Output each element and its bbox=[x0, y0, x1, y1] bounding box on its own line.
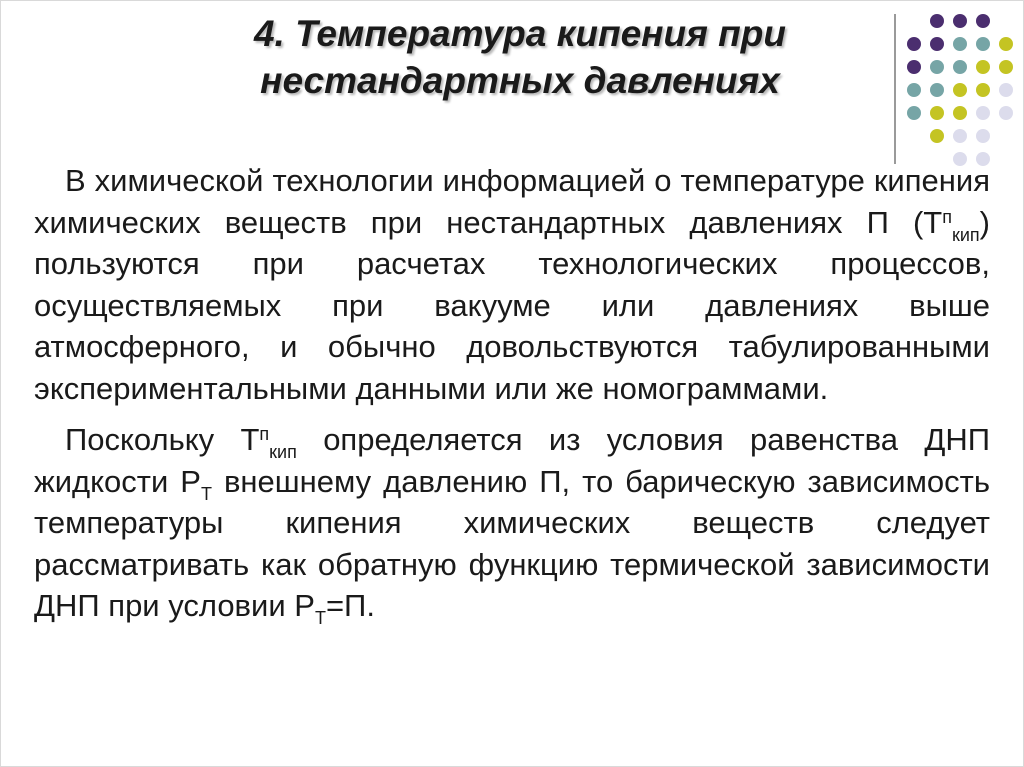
decorative-dot bbox=[930, 106, 944, 120]
decorative-dot bbox=[953, 83, 967, 97]
decorative-dot bbox=[953, 14, 967, 28]
paragraph-2-text: Поскольку Т bbox=[65, 422, 260, 457]
decorative-dot bbox=[930, 14, 944, 28]
decorative-dot bbox=[907, 37, 921, 51]
decorative-dot bbox=[976, 129, 990, 143]
decorative-dot bbox=[976, 106, 990, 120]
subscript-t: Т bbox=[314, 608, 326, 628]
decorative-dot bbox=[976, 37, 990, 51]
paragraph-1-text-cont: ) пользуются при расчетах технологических процессов, осуществляемых при вакууме или давлениях выше атмосферного, и обычно довольствуются табулированными экспериментальными данными или же номограммами. bbox=[34, 204, 990, 406]
decorative-dot bbox=[953, 129, 967, 143]
superscript-p: п bbox=[942, 206, 952, 227]
paragraph-1-text: В химической технологии информацией о температуре кипения химических веществ при нестандартных давлениях П (Т bbox=[34, 163, 990, 240]
decorative-dot bbox=[999, 106, 1013, 120]
decorative-dot bbox=[930, 37, 944, 51]
subscript-kip: кип bbox=[951, 224, 980, 245]
decorative-divider bbox=[894, 14, 896, 164]
decorative-dot bbox=[999, 83, 1013, 97]
paragraph-2 bbox=[34, 419, 990, 627]
decorative-dot bbox=[976, 83, 990, 97]
decorative-dot bbox=[907, 83, 921, 97]
decorative-dot bbox=[976, 60, 990, 74]
title-line-2: нестандартных давлениях bbox=[260, 60, 780, 101]
decorative-dot bbox=[930, 60, 944, 74]
decorative-dot bbox=[907, 106, 921, 120]
paragraph-2-text-cont: определяется из условия равенства ДНП жидкости Р bbox=[34, 422, 990, 499]
title-line-1: 4. Температура кипения при bbox=[253, 13, 786, 54]
subscript-kip: кип bbox=[269, 442, 297, 462]
superscript-p: п bbox=[259, 424, 270, 444]
decorative-dot bbox=[907, 60, 921, 74]
slide-title bbox=[160, 10, 880, 104]
decorative-dot bbox=[953, 60, 967, 74]
decorative-dot bbox=[999, 60, 1013, 74]
decorative-dot bbox=[930, 83, 944, 97]
paragraph-2-text-end: =П. bbox=[325, 588, 375, 623]
decorative-dot bbox=[953, 37, 967, 51]
decorative-dot bbox=[930, 129, 944, 143]
decorative-dot bbox=[999, 37, 1013, 51]
paragraph-2-text-cont: внешнему давлению П, то барическую зависимость температуры кипения химических веществ следует рассматривать как обратную функцию термической зависимости ДНП при условии Р bbox=[34, 463, 990, 623]
slide-body bbox=[34, 160, 990, 637]
decorative-dot bbox=[953, 106, 967, 120]
decorative-dot bbox=[976, 14, 990, 28]
subscript-t: Т bbox=[200, 483, 212, 504]
paragraph-1 bbox=[34, 160, 990, 409]
